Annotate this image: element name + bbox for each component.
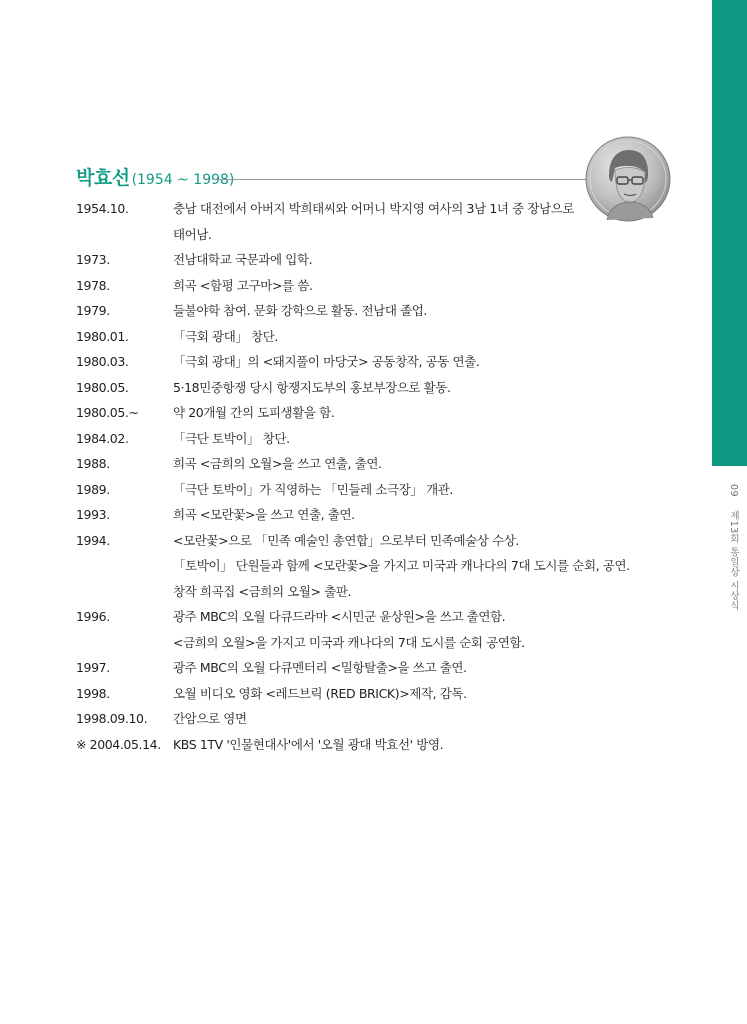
timeline-date: ※ 2004.05.14. — [76, 736, 161, 752]
title-divider — [212, 179, 600, 180]
timeline-text-line: 태어남. — [173, 226, 212, 242]
timeline-date: 1980.03. — [76, 354, 129, 369]
timeline-description — [173, 528, 696, 605]
timeline-entry — [76, 528, 696, 605]
timeline-text-line: 충남 대전에서 아버지 박희태씨와 어머니 박지영 여사의 3남 1녀 중 장남으로 — [173, 201, 575, 216]
timeline-description — [173, 502, 696, 528]
timeline-date: 1996. — [76, 609, 110, 624]
timeline-description — [173, 349, 696, 375]
timeline-entry — [76, 732, 696, 758]
page-title — [76, 163, 234, 190]
timeline-date: 1994. — [76, 532, 110, 548]
timeline-entry — [76, 400, 696, 426]
timeline-date: 1984.02. — [76, 430, 129, 446]
timeline-entry — [76, 604, 696, 655]
timeline-description — [173, 477, 696, 503]
timeline-text-line: 전남대학교 국문과에 입학. — [173, 252, 313, 267]
timeline-entry — [76, 196, 696, 247]
timeline-text-line: 희곡 <금희의 오월>을 쓰고 연출, 출연. — [173, 456, 382, 471]
timeline-description — [173, 247, 696, 273]
timeline-description — [173, 196, 696, 247]
timeline-text-line: 오월 비디오 영화 <레드브릭 (RED BRICK)>제작, 감독. — [173, 685, 467, 701]
timeline-entry — [76, 349, 696, 375]
timeline-date: 1997. — [76, 660, 110, 675]
timeline-text-line: 광주 MBC의 오월 다큐드라마 <시민군 윤상원>을 쓰고 출연함. — [173, 609, 506, 624]
timeline-date: 1998.09.10. — [76, 711, 148, 726]
career-timeline — [76, 196, 696, 757]
timeline-entry — [76, 681, 696, 707]
timeline-text-line: 「극회 광대」 창단. — [173, 328, 278, 344]
timeline-text-line: 5·18민중항쟁 당시 항쟁지도부의 홍보부장으로 활동. — [173, 379, 451, 395]
timeline-description — [173, 706, 696, 732]
timeline-description — [173, 375, 696, 401]
timeline-description — [173, 400, 696, 426]
title-years: (1954 ~ 1998) — [131, 172, 235, 188]
timeline-text-line: 「극단 토박이」가 직영하는 「민들레 소극장」 개관. — [173, 481, 453, 497]
timeline-date: 1980.05. — [76, 379, 129, 395]
timeline-date: 1979. — [76, 303, 110, 318]
timeline-date: 1988. — [76, 456, 110, 471]
timeline-description — [173, 324, 696, 350]
section-label: 제13회 통일상 시상식 — [728, 510, 739, 611]
timeline-entry — [76, 451, 696, 477]
timeline-entry — [76, 298, 696, 324]
timeline-text-line: 「극회 광대」의 <돼지풀이 마당굿> 공동창작, 공동 연출. — [173, 354, 480, 369]
timeline-date: 1993. — [76, 507, 110, 522]
timeline-description — [173, 273, 696, 299]
timeline-date: 1973. — [76, 252, 110, 267]
timeline-date: 1980.05.~ — [76, 405, 139, 420]
timeline-description — [173, 732, 696, 758]
timeline-date: 1978. — [76, 277, 110, 293]
title-name: 박효선 — [76, 167, 130, 189]
timeline-text-line: <모란꽃>으로 「민족 예술인 총연합」으로부터 민족예술상 수상. — [173, 532, 519, 548]
side-color-bar — [712, 0, 747, 466]
timeline-description — [173, 298, 696, 324]
timeline-entry — [76, 426, 696, 452]
timeline-text-line: 약 20개월 간의 도피생활을 함. — [173, 405, 335, 420]
timeline-date: 1998. — [76, 685, 110, 701]
timeline-entry — [76, 273, 696, 299]
timeline-text-line: 희곡 <모란꽃>을 쓰고 연출, 출연. — [173, 507, 355, 522]
timeline-text-line: 「극단 토박이」 창단. — [173, 430, 290, 446]
timeline-entry — [76, 706, 696, 732]
timeline-text-line: 간암으로 영면 — [173, 711, 247, 726]
side-running-header — [718, 484, 740, 611]
timeline-entry — [76, 477, 696, 503]
timeline-entry — [76, 655, 696, 681]
timeline-date: 1954.10. — [76, 201, 129, 216]
timeline-date: 1980.01. — [76, 328, 129, 344]
timeline-description — [173, 451, 696, 477]
timeline-description — [173, 681, 696, 707]
timeline-entry — [76, 247, 696, 273]
timeline-description — [173, 426, 696, 452]
timeline-text-line: KBS 1TV '인물현대사'에서 '오월 광대 박효선' 방영. — [173, 736, 444, 752]
timeline-text-line: 들불야학 참여. 문화 강학으로 활동. 전남대 졸업. — [173, 303, 427, 318]
timeline-text-line: <금희의 오월>을 가지고 미국과 캐나다의 7대 도시를 순회 공연함. — [173, 634, 525, 650]
timeline-text-line: 광주 MBC의 오월 다큐멘터리 <밀항탈출>을 쓰고 출연. — [173, 660, 467, 675]
timeline-text-line: 희곡 <함평 고구마>를 씀. — [173, 277, 313, 293]
timeline-entry — [76, 324, 696, 350]
timeline-entry — [76, 502, 696, 528]
timeline-text-line: 「토박이」 단원들과 함께 <모란꽃>을 가지고 미국과 캐나다의 7대 도시를 순회, 공연. — [173, 558, 630, 573]
timeline-date: 1989. — [76, 481, 110, 497]
timeline-description — [173, 604, 696, 655]
timeline-text-line: 창작 희곡집 <금희의 오월> 출판. — [173, 583, 352, 599]
page-number: 09 — [728, 484, 739, 498]
timeline-entry — [76, 375, 696, 401]
timeline-description — [173, 655, 696, 681]
